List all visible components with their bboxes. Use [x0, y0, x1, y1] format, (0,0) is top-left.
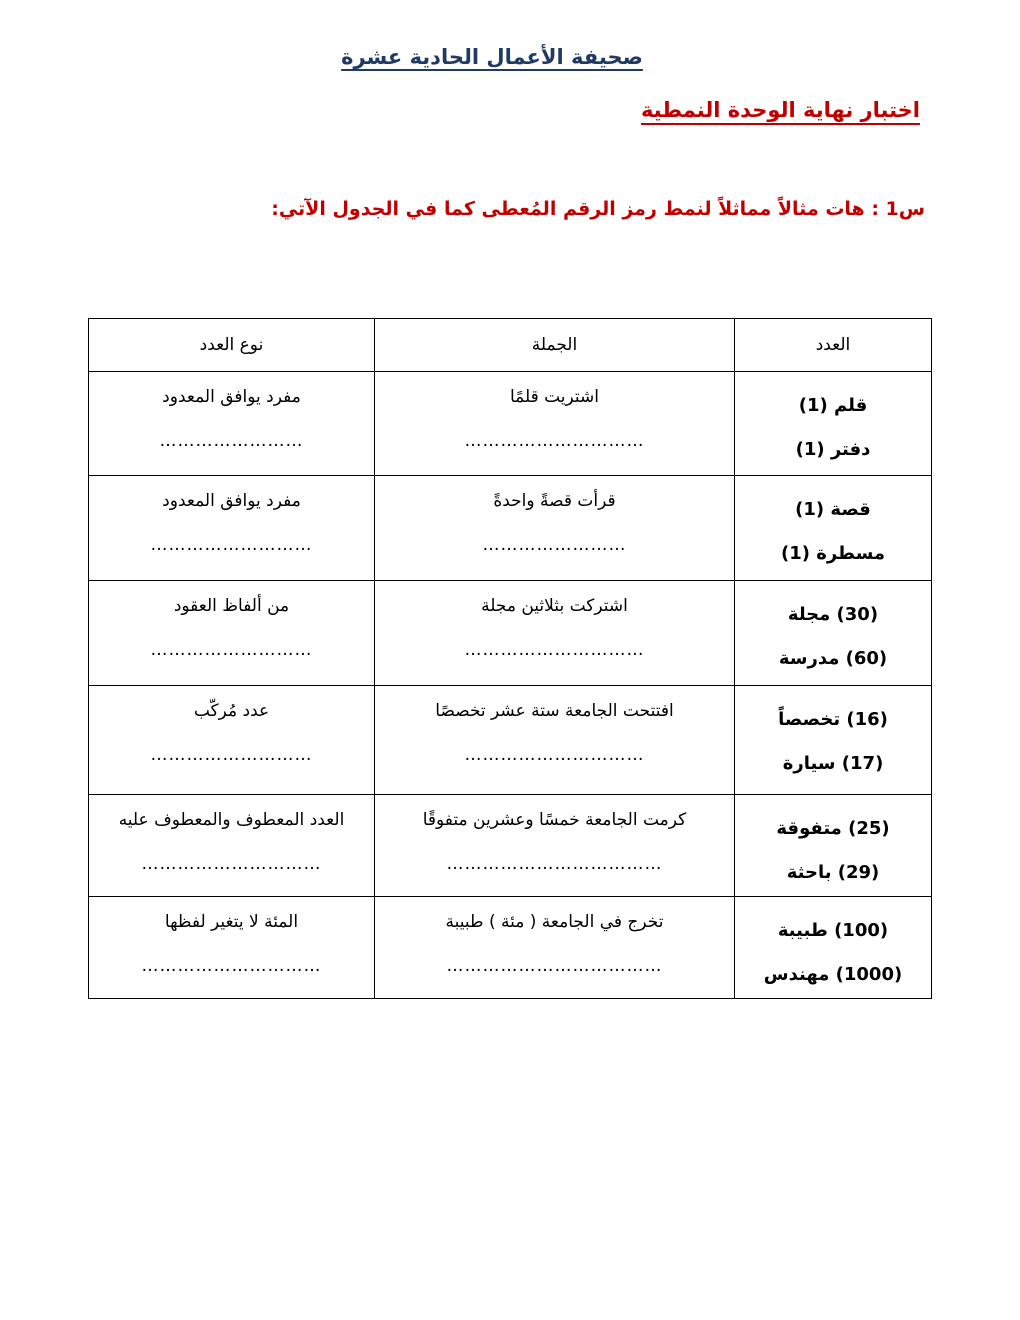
header-number: العدد	[735, 319, 932, 372]
number-line: قصة (1)	[795, 499, 871, 520]
answer-blank[interactable]: …………………………	[464, 431, 645, 451]
type-cell	[89, 686, 375, 795]
type-cell	[89, 795, 375, 897]
number-line: (30) مجلة	[787, 604, 879, 625]
number-cell	[735, 372, 932, 476]
sentence-text: تخرج في الجامعة ( مئة ) طبيبة	[445, 912, 664, 932]
sentence-text: اشتركت بثلاثين مجلة	[481, 596, 628, 616]
type-cell	[89, 897, 375, 999]
number-line: (17) سيارة	[782, 753, 884, 774]
number-line: (29) باحثة	[786, 862, 880, 883]
header-sentence: الجملة	[375, 319, 735, 372]
table-header-row	[89, 319, 932, 372]
table-row	[89, 372, 932, 476]
sentence-text: قرأت قصةً واحدةً	[493, 491, 616, 511]
table-row	[89, 897, 932, 999]
number-cell	[735, 686, 932, 795]
number-line: (100) طبيبة	[777, 920, 889, 941]
sentence-cell	[375, 897, 735, 999]
exam-subtitle: اختبار نهاية الوحدة النمطية	[640, 98, 920, 122]
sentence-cell	[375, 372, 735, 476]
type-cell	[89, 476, 375, 581]
number-line: (25) متفوقة	[776, 818, 890, 839]
sentence-text: افتتحت الجامعة ستة عشر تخصصًا	[435, 701, 674, 721]
sentence-text: كرمت الجامعة خمسًا وعشرين متفوقًا	[422, 810, 687, 830]
sentence-text: اشتريت قلمًا	[509, 387, 600, 407]
question-1: س1 : هات مثالاً مماثلاً لنمط رمز الرقم المُعطى كما في الجدول الآتي:	[271, 198, 925, 220]
type-text: المئة لا يتغير لفظها	[164, 912, 299, 932]
numbers-table	[88, 318, 932, 999]
answer-blank[interactable]: ……………………	[159, 431, 304, 451]
header-type: نوع العدد	[89, 319, 375, 372]
table-row	[89, 686, 932, 795]
table-row	[89, 581, 932, 686]
number-line: دفتر (1)	[795, 439, 871, 460]
answer-blank[interactable]: …………………………	[141, 956, 322, 976]
number-line: (16) تخصصاً	[778, 709, 888, 730]
answer-blank[interactable]: ………………………	[150, 535, 313, 555]
sentence-cell	[375, 795, 735, 897]
type-cell	[89, 581, 375, 686]
answer-blank[interactable]: …………………………	[464, 640, 645, 660]
number-cell	[735, 897, 932, 999]
sentence-cell	[375, 476, 735, 581]
answer-blank[interactable]: ………………………	[150, 745, 313, 765]
type-cell	[89, 372, 375, 476]
type-text: مفرد يوافق المعدود	[162, 491, 301, 511]
number-cell	[735, 581, 932, 686]
number-cell	[735, 795, 932, 897]
type-text: العدد المعطوف والمعطوف عليه	[118, 810, 345, 830]
answer-blank[interactable]: ………………………	[150, 640, 313, 660]
table-row	[89, 476, 932, 581]
answer-blank[interactable]: …………………………	[141, 854, 322, 874]
worksheet-title: صحيفة الأعمال الحادية عشرة	[341, 45, 643, 69]
type-text: مفرد يوافق المعدود	[162, 387, 301, 407]
answer-blank[interactable]: ………………………………	[446, 854, 663, 874]
table-row	[89, 795, 932, 897]
sentence-cell	[375, 686, 735, 795]
type-text: عدد مُركّب	[193, 701, 270, 721]
answer-blank[interactable]: …………………………	[464, 745, 645, 765]
sentence-cell	[375, 581, 735, 686]
number-line: (60) مدرسة	[778, 648, 888, 669]
type-text: من ألفاظ العقود	[173, 596, 290, 616]
number-line: قلم (1)	[798, 395, 868, 416]
number-line: (1000) مهندس	[763, 964, 903, 985]
answer-blank[interactable]: ………………………………	[446, 956, 663, 976]
answer-blank[interactable]: ……………………	[482, 535, 627, 555]
number-cell	[735, 476, 932, 581]
number-line: مسطرة (1)	[780, 543, 886, 564]
